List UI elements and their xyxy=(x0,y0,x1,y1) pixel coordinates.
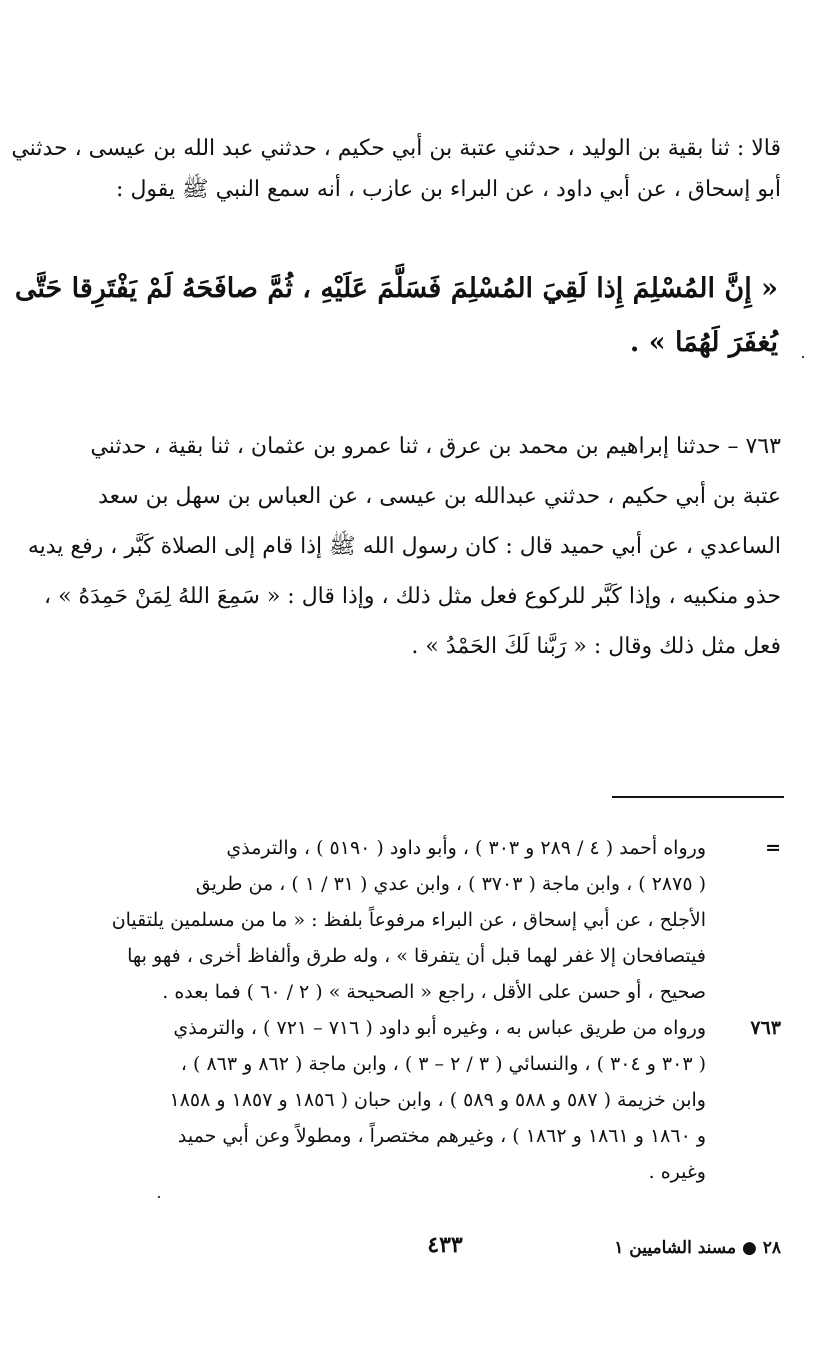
text-line: عتبة بن أبي حكيم ، حدثني عبدالله بن عيسى ، عن العباس بن سهل بن سعد xyxy=(98,484,781,509)
footnote-line: الأجلح ، عن أبي إسحاق ، عن البراء مرفوعاً بلفظ : « ما من مسلمين يلتقيان xyxy=(111,909,706,931)
footnote-line: ورواه أحمد ( ٤ / ٢٨٩ و ٣٠٣ ) ، وأبو داود ( ٥١٩٠ ) ، والترمذي xyxy=(226,837,706,859)
paragraph-hadith-763 xyxy=(27,422,781,672)
text-line: فعل مثل ذلك وقال : « رَبَّنا لَكَ الحَمْدُ » . xyxy=(411,634,781,659)
footnote-line: ورواه من طريق عباس به ، وغيره أبو داود ( ٧١٦ – ٧٢١ ) ، والترمذي xyxy=(173,1017,706,1039)
footnotes xyxy=(105,830,781,1190)
page-number: ٤٣٣ xyxy=(427,1232,463,1258)
page-footer xyxy=(0,1232,826,1262)
footnote-763 xyxy=(105,1010,781,1190)
text-line: قالا : ثنا بقية بن الوليد ، حدثني عتبة بن أبي حكيم ، حدثني عبد الله بن عيسى ، حدثني xyxy=(11,136,781,161)
text-line: ٧٦٣ – حدثنا إبراهيم بن محمد بن عرق ، ثنا عمرو بن عثمان ، ثنا بقية ، حدثني xyxy=(90,434,781,459)
footnote-body xyxy=(105,830,706,1010)
text-line: أبو إسحاق ، عن أبي داود ، عن البراء بن عازب ، أنه سمع النبي ﷺ يقول : xyxy=(116,177,781,202)
footnote-line: و ١٨٦٠ و ١٨٦١ و ١٨٦٢ ) ، وغيرهم مختصراً ، ومطولاً وعن أبي حميد xyxy=(177,1125,706,1147)
footnote-marker: = xyxy=(765,837,781,859)
footnote-line: صحيح ، أو حسن على الأقل ، راجع « الصحيحة » ( ٢ / ٦٠ ) فما بعده . xyxy=(162,981,706,1003)
footnote-marker: ٧٦٣ xyxy=(750,1017,781,1039)
signature-mark: ٢٨ ● مسند الشاميين ١ xyxy=(614,1238,781,1258)
footnote-continued xyxy=(105,830,781,1010)
text-line: الساعدي ، عن أبي حميد قال : كان رسول الله ﷺ إذا قام إلى الصلاة كَبَّر ، رفع يديه xyxy=(27,534,781,559)
footnote-line: وابن خزيمة ( ٥٨٧ و ٥٨٨ و ٥٨٩ ) ، وابن حبان ( ١٨٥٦ و ١٨٥٧ و ١٨٥٨ xyxy=(169,1089,706,1111)
hadith-line: يُغفَرَ لَهُمَا » . xyxy=(629,327,778,358)
hadith-text xyxy=(14,262,778,370)
footnote-body xyxy=(105,1010,706,1190)
scan-speck xyxy=(158,1196,160,1198)
scan-speck xyxy=(802,356,804,358)
footnote-line: ( ٣٠٣ و ٣٠٤ ) ، والنسائي ( ٣ / ٢ – ٣ ) ، وابن ماجة ( ٨٦٢ و ٨٦٣ ) ، xyxy=(180,1053,706,1075)
footnote-line: فيتصافحان إلا غفر لهما قبل أن يتفرقا » ، وله طرق وألفاظ أخرى ، فهو بها xyxy=(127,945,706,967)
footnote-line: ( ٢٨٧٥ ) ، وابن ماجة ( ٣٧٠٣ ) ، وابن عدي ( ٣١ / ١ ) ، من طريق xyxy=(195,873,706,895)
paragraph-isnad xyxy=(11,128,781,210)
footnote-separator xyxy=(612,796,784,798)
hadith-line: « إِنَّ المُسْلِمَ إِذا لَقِيَ المُسْلِمَ فَسَلَّمَ عَلَيْهِ ، ثُمَّ صافَحَهُ لَمْ يَفْتَرِقا حَتَّى xyxy=(14,273,778,304)
footnote-line: وغيره . xyxy=(648,1161,706,1183)
text-line: حذو منكبيه ، وإذا كَبَّر للركوع فعل مثل ذلك ، وإذا قال : « سَمِعَ اللهُ لِمَنْ حَمِدَهُ » ، xyxy=(44,584,781,609)
